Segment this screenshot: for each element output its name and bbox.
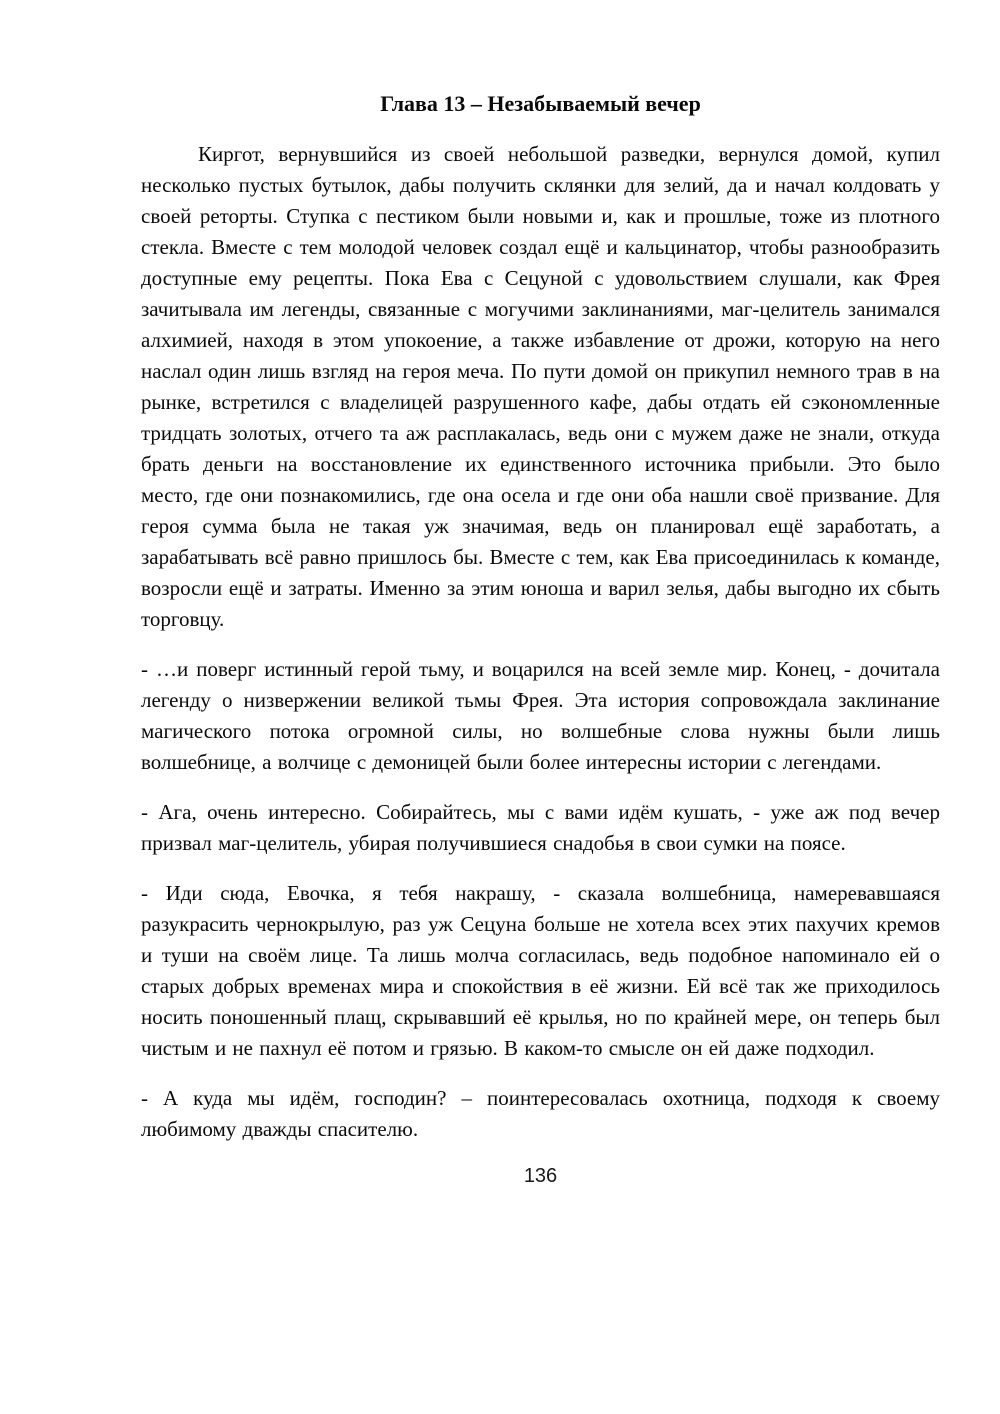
body-paragraph-narration: Киргот, вернувшийся из своей небольшой разведки, вернулся домой, купил несколько пустых бутылок, дабы получить склянки для зелий, да и начал колдовать у своей реторты. Ступка с пестиком были новыми и, как и прошлые, тоже из плотного стекла. Вместе с тем молодой человек создал ещё и кальцинатор, чтобы разнообразить доступные ему рецепты. Пока Ева с Сецуной с удовольствием слушали, как Фрея зачитывала им легенды, связанные с могучими заклинаниями, маг-целитель занимался алхимией, находя в этом упокоение, а также избавление от дрожи, которую на него наслал один лишь взгляд на героя меча. По пути домой он прикупил немного трав в на рынке, встретился с владелицей разрушенного кафе, дабы отдать ей сэкономленные тридцать золотых, отчего та аж расплакалась, ведь они с мужем даже не знали, откуда брать деньги на восстановление их единственного источника прибыли. Это было место, где они познакомились, где она осела и где они оба нашли своё призвание. Для героя сумма была не такая уж значимая, ведь он планировал ещё заработать, а зарабатывать всё равно пришлось бы. Вместе с тем, как Ева присоединилась к команде, возросли ещё и затраты. Именно за этим юноша и варил зелья, дабы выгодно их сбыть торговцу.: [141, 142, 940, 631]
body-paragraph-dialogue-huntress: - А куда мы идём, господин? – поинтересовалась охотница, подходя к своему любимому дважды спасителю.: [141, 1086, 940, 1141]
body-paragraph-dialogue-healer: - Ага, очень интересно. Собирайтесь, мы с вами идём кушать, - уже аж под вечер призвал маг-целитель, убирая получившиеся снадобья в свои сумки на поясе.: [141, 800, 940, 855]
body-paragraph-dialogue-sorceress: - Иди сюда, Евочка, я тебя накрашу, - сказала волшебница, намеревавшаяся разукрасить чернокрылую, раз уж Сецуна больше не хотела всех этих пахучих кремов и туши на своём лице. Та лишь молча согласилась, ведь подобное напоминало ей о старых добрых временах мира и спокойствия в её жизни. Ей всё так же приходилось носить поношенный плащ, скрывавший её крылья, но по крайней мере, он теперь был чистым и не пахнул её потом и грязью. В каком-то смысле он ей даже подходил.: [141, 881, 940, 1060]
chapter-title: Глава 13 – Незабываемый вечер: [380, 91, 701, 116]
page-number: 136: [523, 1165, 558, 1187]
body-paragraph-dialogue-freya: - …и поверг истинный герой тьму, и воцарился на всей земле мир. Конец, - дочитала легенду о низвержении великой тьмы Фрея. Эта история сопровождала заклинание магического потока огромной силы, но волшебные слова нужны были лишь волшебнице, а волчице с демоницей были более интересны истории с легендами.: [141, 657, 940, 774]
